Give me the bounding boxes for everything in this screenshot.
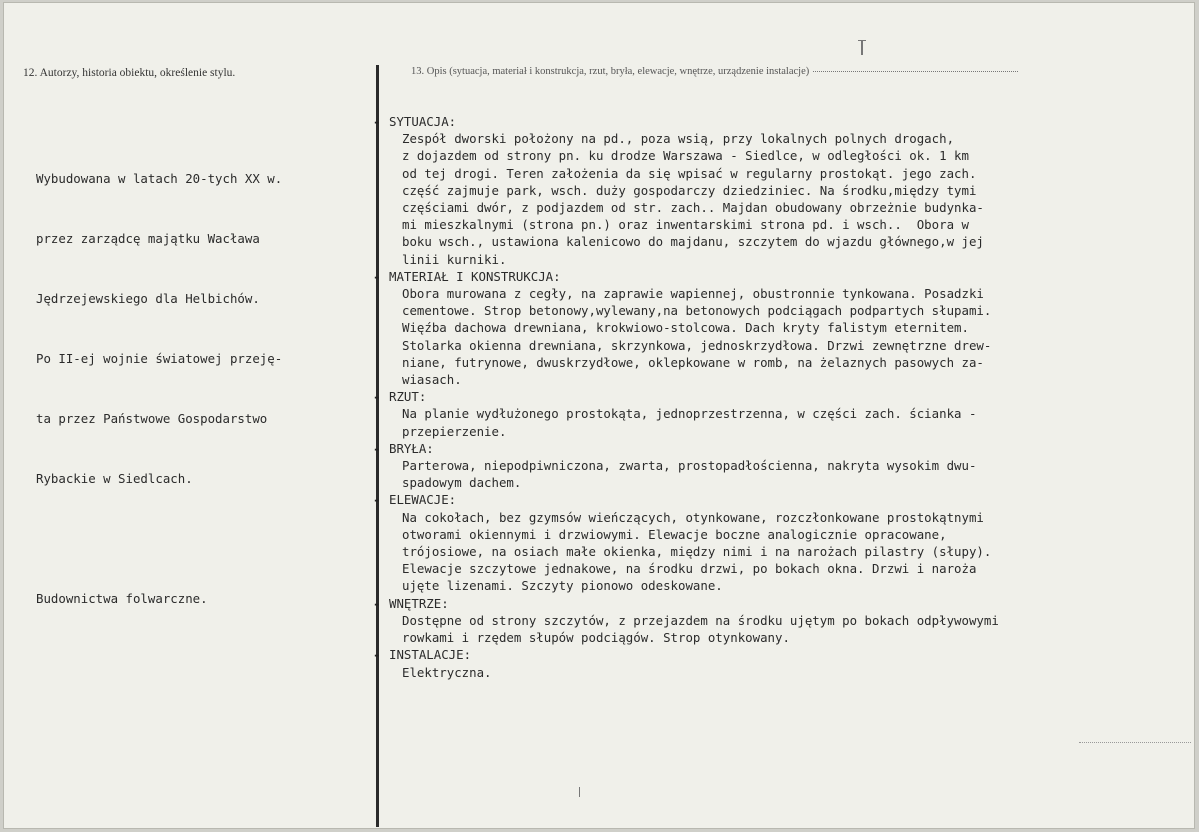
section-line: Elektryczna. <box>402 664 492 680</box>
section-line: częściami dwór, z podjazdem od str. zach.. Majdan obudowany obrzeżnie budynka- <box>402 200 984 216</box>
style-paragraph <box>36 549 371 649</box>
section-line: Dostępne od strony szczytów, z przejazdem na środku ujętym po bokach odpływowymi <box>402 612 999 628</box>
section-heading <box>369 440 1199 457</box>
section-line: Zespół dworski położony na pd., poza wsią, przy lokalnych polnych drogach, <box>402 131 955 147</box>
description-section <box>369 491 1199 594</box>
section-line: boku wsch., ustawiona kalenicowo do majdanu, szczytem do wjazdu głównego,w jej <box>402 234 984 250</box>
section-title: MATERIAŁ I KONSTRUKCJA: <box>389 268 561 284</box>
description-section <box>369 646 1199 680</box>
description-section <box>369 440 1199 492</box>
section-line: ujęte lizenami. Szczyty pionowo odeskowane. <box>402 578 723 594</box>
section-line: przepierzenie. <box>402 423 507 439</box>
paragraph-gap <box>36 529 371 549</box>
history-text-block <box>36 129 371 649</box>
description-text-block <box>369 113 1199 681</box>
section-line: otworami okiennymi i drzwiowymi. Elewacje boczne analogicznie opracowane, <box>402 526 947 542</box>
section-line: od tej drogi. Teren założenia da się wpisać w regularny prostokąt. jego zach. <box>402 165 977 181</box>
section-title: ELEWACJE: <box>389 492 457 508</box>
section-bullet-dash: - <box>373 389 381 405</box>
section-line: linii kurniki. <box>402 251 507 267</box>
section-bullet-dash: - <box>373 647 381 663</box>
section-bullet-dash: - <box>373 114 381 129</box>
section-line: spadowym dachem. <box>402 475 522 491</box>
section-line: Elewacje szczytowe jednakowe, na środku drzwi, po bokach okna. Drzwi i naroża <box>402 561 977 577</box>
section-heading <box>369 491 1199 508</box>
history-line: Po II-ej wojnie światowej przeję- <box>36 351 283 366</box>
bottom-dotted-line <box>1079 742 1191 743</box>
section-line: wiasach. <box>402 372 462 388</box>
section-13-header <box>411 66 1018 77</box>
section-title: SYTUACJA: <box>389 114 457 129</box>
history-line: Wybudowana w latach 20-tych XX w. <box>36 171 283 186</box>
section-bullet-dash: - <box>373 595 381 611</box>
section-line: Na cokołach, bez gzymsów wieńczących, otynkowane, rozczłonkowane prostokątnymi <box>402 509 984 525</box>
history-line: Rybackie w Siedlcach. <box>36 471 193 486</box>
section-line: część zajmuje park, wsch. duży gospodarczy dziedziniec. Na środku,między tymi <box>402 182 977 198</box>
section-line: trójosiowe, na osiach małe okienka, między nimi i na narożach pilastry (słupy). <box>402 544 992 560</box>
history-line: ta przez Państwowe Gospodarstwo <box>36 411 268 426</box>
description-section <box>369 388 1199 440</box>
section-bullet-dash: - <box>373 440 381 456</box>
section-12-header: 12. Autorzy, historia obiektu, określenie stylu. <box>23 67 236 79</box>
section-line: rowkami i rzędem słupów podciągów. Strop otynkowany. <box>402 630 790 646</box>
history-paragraph <box>36 129 371 529</box>
form-sheet <box>4 3 1194 828</box>
section-line: mi mieszkalnymi (strona pn.) oraz inwentarskimi strona pd. i wsch.. Obora w <box>402 217 969 233</box>
section-title: RZUT: <box>389 389 427 405</box>
description-section <box>369 268 1199 388</box>
section-heading <box>369 595 1199 612</box>
section-heading <box>369 646 1199 663</box>
section-bullet-dash: - <box>373 492 381 508</box>
history-line: Jędrzejewskiego dla Helbichów. <box>36 291 260 306</box>
section-line: Parterowa, niepodpiwniczona, zwarta, prostopadłościenna, nakryta wysokim dwu- <box>402 458 977 474</box>
section-line: niane, futrynowe, dwuskrzydłowe, oklepkowane w romb, na żelaznych pasowych za- <box>402 354 984 370</box>
section-heading <box>369 388 1199 405</box>
section-bullet-dash: - <box>373 268 381 284</box>
section-heading <box>369 113 1199 130</box>
section-line: Stolarka okienna drewniana, skrzynkowa, jednoskrzydłowa. Drzwi zewnętrzne drew- <box>402 337 992 353</box>
top-margin-mark <box>861 41 863 55</box>
bottom-margin-mark <box>579 787 580 797</box>
section-line: z dojazdem od strony pn. ku drodze Warszawa - Siedlce, w odległości ok. 1 km <box>402 148 969 164</box>
description-section <box>369 595 1199 647</box>
section-line: Obora murowana z cegły, na zaprawie wapiennej, obustronnie tynkowana. Posadzki <box>402 286 984 302</box>
style-line: Budownictwa folwarczne. <box>36 591 208 606</box>
section-line: Na planie wydłużonego prostokąta, jednoprzestrzenna, w części zach. ścianka - <box>402 406 977 422</box>
section-13-header-label: 13. Opis (sytuacja, materiał i konstrukcja, rzut, bryła, elewacje, wnętrze, urządzenie instalacje) <box>411 66 810 77</box>
section-line: Więźba dachowa drewniana, krokwiowo-stolcowa. Dach kryty falistym eternitem. <box>402 320 969 336</box>
section-title: WNĘTRZE: <box>389 595 449 611</box>
section-title: BRYŁA: <box>389 440 434 456</box>
section-line: cementowe. Strop betonowy,wylewany,na betonowych podciągach podpartych słupami. <box>402 303 992 319</box>
section-heading <box>369 268 1199 285</box>
header-dotted-line <box>813 71 1018 72</box>
description-section <box>369 113 1199 268</box>
section-title: INSTALACJE: <box>389 647 472 663</box>
history-line: przez zarządcę majątku Wacława <box>36 231 260 246</box>
